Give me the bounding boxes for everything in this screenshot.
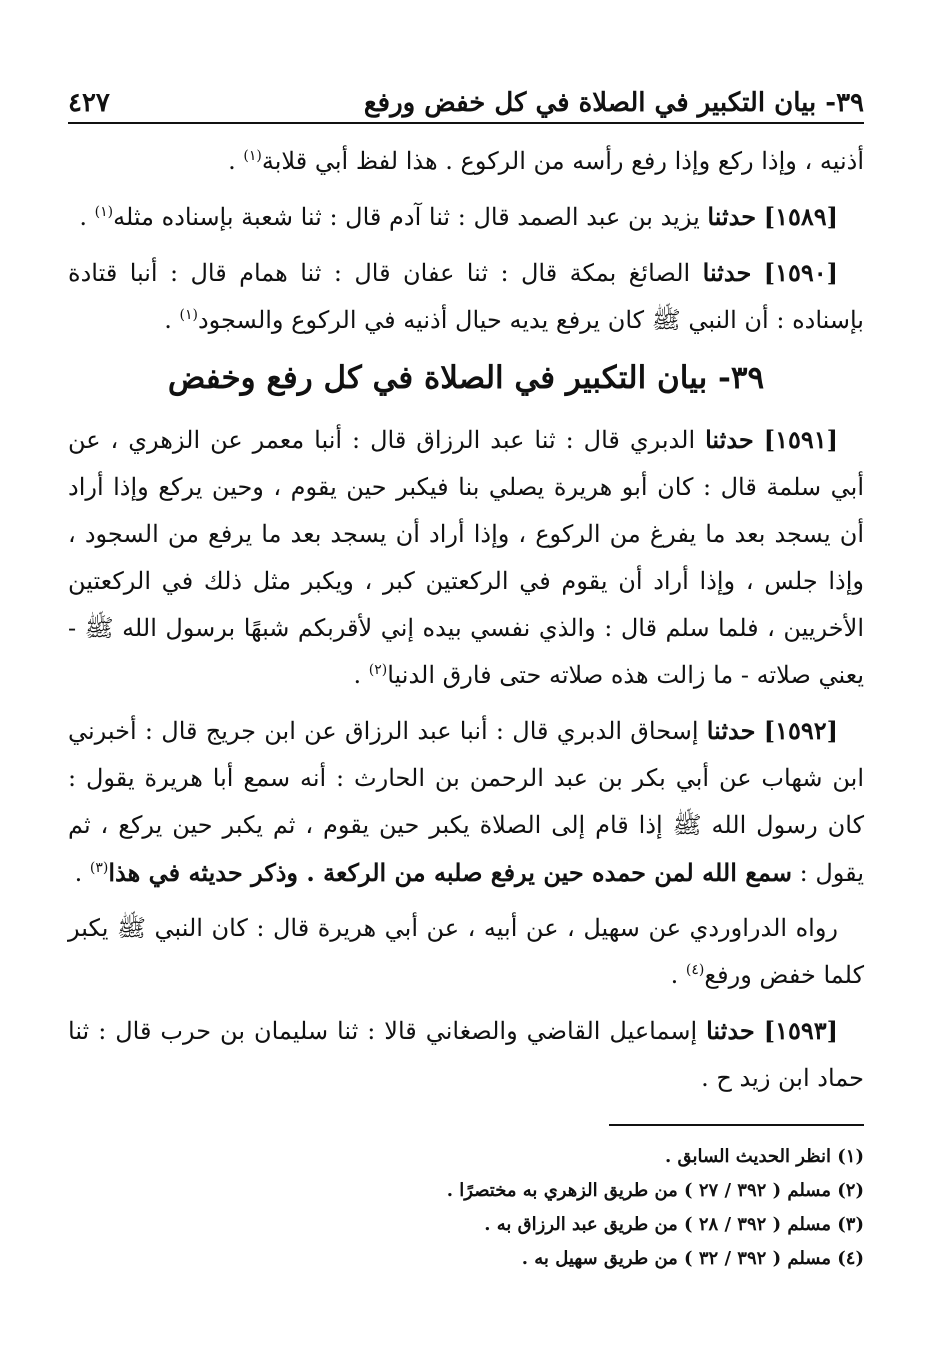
paragraph-continuation: [68, 138, 864, 185]
haddathana-word: حدثنا: [706, 1016, 755, 1045]
paragraph-tail: .: [164, 306, 180, 334]
riwaya-paragraph: [68, 905, 864, 999]
hadith-1591: [68, 416, 864, 699]
haddathana-word: حدثنا: [702, 258, 752, 287]
paragraph-tail: .: [228, 147, 244, 175]
page-header: [68, 60, 864, 124]
footnote-ref: (١): [94, 204, 114, 220]
hadith-number: [١٥٩٢]: [763, 716, 838, 745]
book-page: [68, 60, 864, 1350]
hadith-text: يزيد بن عبد الصمد قال : ثنا آدم قال : ثنا شعبة بإسناده مثله: [113, 203, 708, 231]
running-title: ٣٩- بيان التكبير في الصلاة في كل خفض ورفع: [363, 88, 864, 118]
footnotes: [68, 1140, 864, 1276]
footnote-separator-wrap: [68, 1124, 864, 1126]
haddathana-word: حدثنا: [706, 716, 756, 745]
hadith-bold-text: سمع الله لمن حمده حين يرفع صلبه من الركعة . وذكر حديثه في هذا: [108, 858, 792, 887]
haddathana-word: حدثنا: [707, 202, 757, 231]
footnote-ref: (٢): [368, 662, 388, 678]
section-heading: ٣٩- بيان التكبير في الصلاة في كل رفع وخفض: [167, 360, 765, 396]
hadith-1589: [68, 193, 864, 241]
footnote-separator: [609, 1124, 864, 1126]
footnote-ref: (١): [179, 307, 198, 323]
paragraph-tail: .: [74, 859, 90, 887]
paragraph-tail: .: [79, 203, 95, 231]
haddathana-word: حدثنا: [705, 425, 754, 454]
hadith-1592: [68, 707, 864, 897]
footnote-2: (٢) مسلم ( ٣٩٢ / ٢٧ ) من طريق الزهري به مختصرًا .: [446, 1180, 864, 1201]
footnote-1: (١) انظر الحديث السابق .: [664, 1146, 864, 1167]
hadith-number: [١٥٩٠]: [763, 258, 838, 287]
footnote-ref: (١): [243, 148, 262, 164]
footnote-4: (٤) مسلم ( ٣٩٢ / ٣٢ ) من طريق سهيل به .: [521, 1248, 864, 1269]
footnote-ref: (٣): [89, 860, 109, 876]
hadith-text: إسماعيل القاضي والصغاني قالا : ثنا سليمان بن حرب قال : ثنا حماد ابن زيد ح .: [68, 1017, 864, 1092]
hadith-number: [١٥٩٣]: [763, 1016, 838, 1045]
paragraph-text: أذنيه ، وإذا ركع وإذا رفع رأسه من الركوع . هذا لفظ أبي قلابة: [261, 147, 864, 175]
hadith-number: [١٥٩١]: [763, 425, 838, 454]
paragraph-tail: .: [670, 961, 686, 989]
footnote-3: (٣) مسلم ( ٣٩٢ / ٢٨ ) من طريق عبد الرزاق به .: [484, 1214, 864, 1235]
main-text: [68, 138, 864, 1102]
hadith-text: إسحاق الدبري قال : أنبا عبد الرزاق عن ابن جريج قال : أخبرني ابن شهاب عن أبي بكر بن عبد الرحمن بن الحارث : أنه سمع أبا هريرة يقول : كان رسول الله ﷺ إذا قام إلى الصلاة يكبر حين يقوم ، ثم يكبر حين يركع ، ثم يقول :: [68, 717, 864, 887]
hadith-number: [١٥٨٩]: [763, 202, 838, 231]
page-number: ٤٢٧: [68, 88, 110, 118]
hadith-text: الدبري قال : ثنا عبد الرزاق قال : أنبا معمر عن الزهري ، عن أبي سلمة قال : كان أبو هريرة يصلي بنا فيكبر حين يقوم ، وحين يركع وإذا أراد أن يسجد بعد ما يفرغ من الركوع ، وإذا أراد أن يسجد بعد ما يرفع من السجود ، وإذا جلس ، وإذا أراد أن يقوم في الركعتين كبر ، ويكبر مثل ذلك في الركعتين الأخريين ، فلما سلم قال : والذي نفسي بيده إني لأقربكم شبهًا برسول الله ﷺ - يعني صلاته - ما زالت هذه صلاته حتى فارق الدنيا: [68, 426, 864, 689]
hadith-1590: [68, 249, 864, 344]
hadith-text: الصائغ بمكة قال : ثنا عفان قال : ثنا همام قال : أنبا قتادة بإسناده : أن النبي ﷺ كان يرفع يديه حيال أذنيه في الركوع والسجود: [68, 259, 864, 334]
hadith-1593: [68, 1007, 864, 1102]
riwaya-text: رواه الدراوردي عن سهيل ، عن أبيه ، عن أبي هريرة قال : كان النبي ﷺ يكبر كلما خفض ورفع: [68, 914, 864, 989]
footnote-ref: (٤): [685, 962, 705, 978]
paragraph-tail: .: [353, 661, 369, 689]
